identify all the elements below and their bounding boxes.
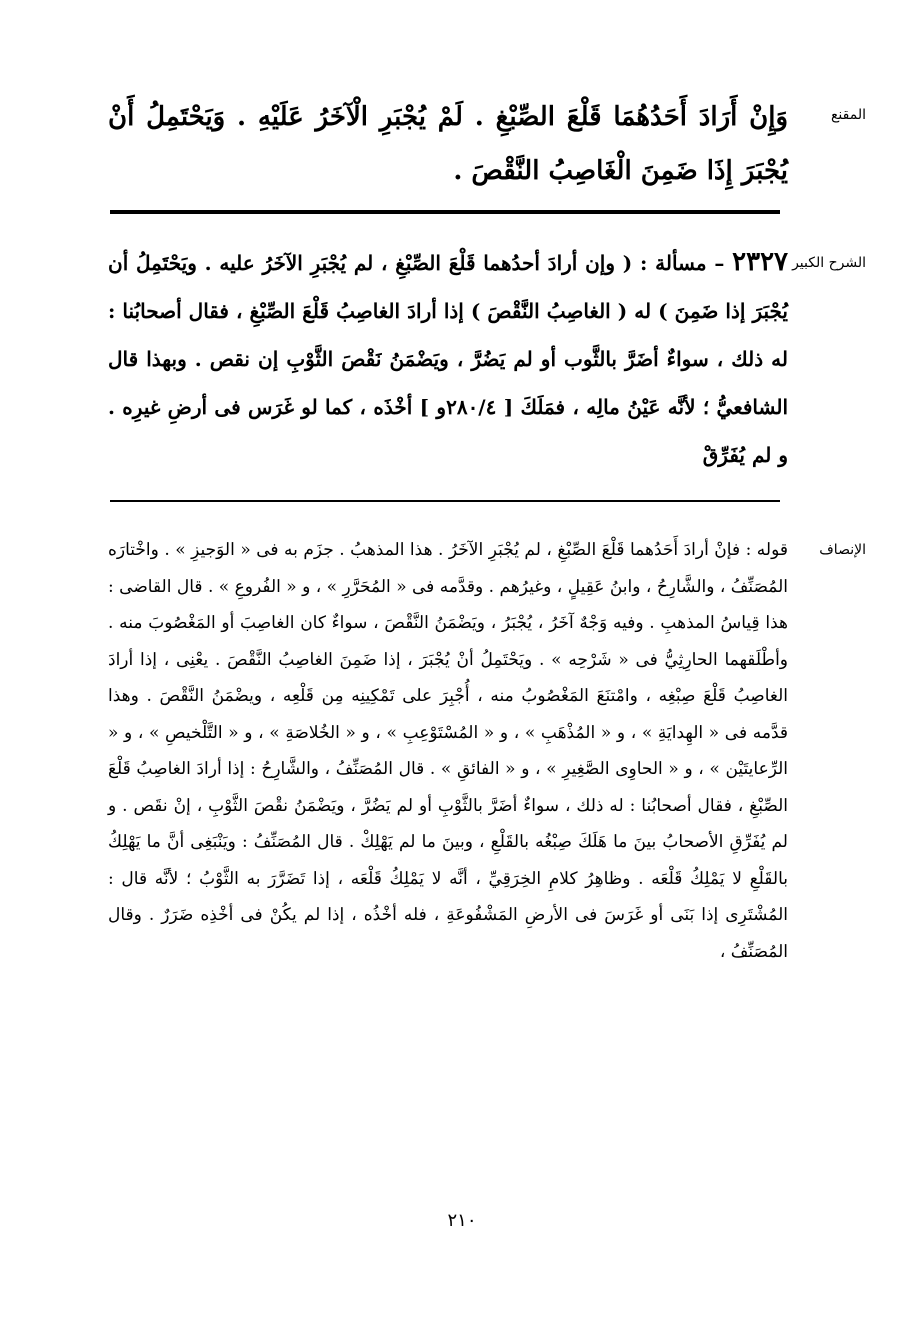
insaf-text: قوله : فإنْ أرادَ أَحَدُهما قَلْعَ الصِّبْغِ ، لم يُجْبَرِ الآخَرُ . هذا المذهبُ . جزَم به فى « الوَجيزِ » . واخْتارَه المُصَنِّفُ ، والشَّارِحُ ، وابنُ عَقِيلٍ ، وغيرُهم . وقدَّمه فى « المُحَرَّرِ » ، و « الفُروعِ » . قال القاضى : هذا قِياسُ المذهبِ . وفيه وَجْهٌ آخَرُ ، يُجْبَرُ ، ويَضْمَنُ النَّقْصَ ، سواءٌ كان الغاصِبَ أو المَغْصُوبَ منه . وأطْلَقهما الحارِثِيُّ فى « شَرْحِه » . ويَحْتَمِلُ أنْ يُجْبَرَ ، إذا ضَمِنَ الغاصِبُ النَّقْصَ . يعْنِى ، إذا أرادَ الغاصِبُ قَلْعَ صِبْغِه ، وامْتنَعَ المَغْصُوبُ منه ، أُجْبِرَ على تَمْكِينِه مِن قَلْعِه ، ويضْمَنُ النَّقْصَ . وهذا قدَّمه فى « الهِدايَةِ » ، و « المُذْهَبِ » ، و « المُسْتَوْعِبِ » ، و « الخُلاصَةِ » ، و « التَّلْخيصِ » ، و « الرِّعايتَيْن » ، و « الحاوِى الصَّغِيرِ » ، و « الفائقِ » . قال المُصَنِّفُ ، والشَّارِحُ : إذا أرادَ الغاصِبُ قَلْعَ الصِّبْغِ ، فقال أصحابُنا : له ذلك ، سواءٌ أضَرَّ بالثَّوْبِ أو لم يَضُرَّ ، ويَضْمَنُ نقْصَ الثَّوْبِ ، إنْ نقَص . و لم يُفَرِّقِ الأصحابُ بينَ ما هَلَكَ صِبْغُه بالقَلْعِ ، وبينَ ما لم يَهْلِكْ . قال المُصَنِّفُ : ويَنْبَغِى أنَّ ما يَهْلِكُ بالقَلْعِ لا يَمْلِكُ قَلْعَه . وظاهِرُ كلامِ الخِرَقِيِّ ، أنَّه لا يَمْلِكُ قَلْعَه ، إذا تَضَرَّرَ به الثَّوْبُ ؛ لأنَّه قال : المُشْتَرِى إذا بَنَى أو غَرَسَ فى الأرضِ المَشْفُوعَةِ ، فله أخْذُه ، إذا لم يكُنْ فى أخْذِه ضَرَرٌ . وقال المُصَنِّفُ ، [108, 540, 788, 962]
section-divider-thin [110, 500, 780, 502]
sharh-block [108, 238, 788, 479]
sharh-label: الشرح الكبير [792, 255, 866, 271]
muqni-text: وَإِنْ أَرَادَ أَحَدُهُمَا قَلْعَ الصِّبْغِ . لَمْ يُجْبَرِ الْآخَرُ عَلَيْهِ . وَيَحْتَمِلُ أَنْ يُجْبَرَ إِذَا ضَمِنَ الْغَاصِبُ النَّقْصَ . [108, 102, 788, 186]
sharh-text: – مسألة : ( وإن أرادَ أحدُهما قَلْعَ الصِّبْغِ ، لم يُجْبَرِ الآخَرُ عليه . ويَحْتَمِلُ أن يُجْبَرَ إذا ضَمِنَ ) له ( الغاصِبُ النَّقْصَ ) إذا أرادَ الغاصِبُ قَلْعَ الصِّبْغِ ، فقال أصحابُنا : له ذلك ، سواءٌ أضَرَّ بالثَّوب أو لم يَضُرَّ ، ويَضْمَنُ نَقْصَ الثَّوْبِ إن نقص . وبهذا قال الشافعيُّ ؛ لأنَّه عَيْنُ مالِه ، فمَلَكَ [ ٢٨٠/٤و ] أخْذَه ، كما لو غَرَس فى أرضِ غيرِه . و لم يُفَرِّقْ [108, 251, 788, 467]
issue-number: ٢٣٢٧ [732, 247, 788, 277]
insaf-label: الإنصاف [819, 542, 866, 558]
muqni-label: المقنع [830, 107, 866, 123]
section-divider-thick [110, 210, 780, 214]
page-number: ٢١٠ [447, 1210, 477, 1231]
